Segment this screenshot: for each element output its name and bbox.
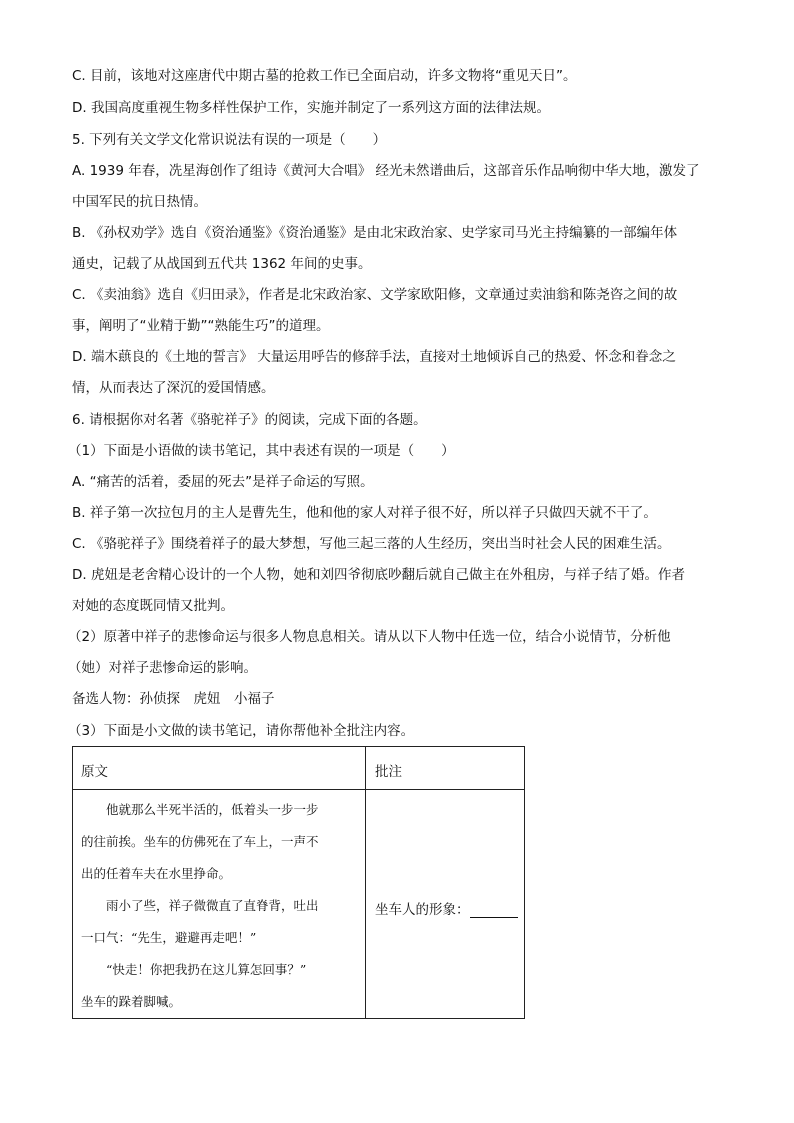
text-line: C. 《卖油翁》选自《归田录》，作者是北宋政治家、文学家欧阳修，文章通过卖油翁和陈尧咨之间的故 bbox=[72, 287, 678, 303]
header-annotation: 批注 bbox=[375, 764, 402, 780]
text-line: （她）对祥子悲惨命运的影响。 bbox=[68, 660, 257, 676]
text-line: D. 我国高度重视生物多样性保护工作，实施并制定了一系列这方面的法律法规。 bbox=[72, 100, 550, 116]
table-column-divider bbox=[365, 747, 366, 1018]
original-text-line: 出的任着车夫在水里挣命。 bbox=[81, 866, 232, 881]
original-text-line: 雨小了些，祥子微微直了直脊背，吐出 bbox=[81, 898, 319, 913]
text-line: A. 1939 年春，冼星海创作了组诗《黄河大合唱》 经光未然谱曲后，这部音乐作品响彻中华大地，激发了 bbox=[72, 163, 700, 179]
text-line: D. 虎妞是老舍精心设计的一个人物，她和刘四爷彻底吵翻后就自己做主在外租房，与祥子结了婚。作者 bbox=[72, 567, 685, 583]
sub-question-3: （3）下面是小文做的读书笔记，请你帮他补全批注内容。 bbox=[68, 723, 415, 739]
text-line: B. 祥子第一次拉包月的主人是曹先生，他和他的家人对祥子很不好，所以祥子只做四天就不干了。 bbox=[72, 505, 657, 521]
text-line: 中国军民的抗日热情。 bbox=[72, 194, 207, 210]
original-text-line: 一口气：“先生，避避再走吧！” bbox=[81, 930, 257, 945]
text-line: C. 《骆驼祥子》围绕着祥子的最大梦想，写他三起三落的人生经历，突出当时社会人民的困难生活。 bbox=[72, 536, 671, 552]
header-original-text: 原文 bbox=[81, 764, 108, 780]
text-line: D. 端木蕻良的《土地的誓言》 大量运用呼告的修辞手法，直接对土地倾诉自己的热爱、怀念和眷念之 bbox=[72, 349, 676, 365]
text-line: 对她的态度既同情又批判。 bbox=[72, 598, 234, 614]
original-text-line: 坐车的跺着脚喊。 bbox=[81, 994, 182, 1009]
sub-question-1: （1）下面是小语做的读书笔记，其中表述有误的一项是（ ） bbox=[68, 443, 455, 459]
original-text-line: 他就那么半死半活的，低着头一步一步 bbox=[81, 802, 319, 817]
question-5: 5. 下列有关文学文化常识说法有误的一项是（ ） bbox=[72, 132, 387, 148]
text-line: A. “痛苦的活着，委屈的死去”是祥子命运的写照。 bbox=[72, 474, 374, 490]
text-line: C. 目前，该地对这座唐代中期古墓的抢救工作已全面启动，许多文物将“重见天日”。 bbox=[72, 68, 577, 84]
annotation-label: 坐车人的形象： bbox=[375, 902, 470, 918]
text-line: 情，从而表达了深沉的爱国情感。 bbox=[72, 380, 275, 396]
table-header-row bbox=[73, 747, 524, 790]
reading-notes-table bbox=[72, 746, 525, 1019]
text-line: 事，阐明了“业精于勤”“熟能生巧”的道理。 bbox=[72, 318, 330, 334]
text-line: 通史，记载了从战国到五代共 1362 年间的史事。 bbox=[72, 256, 372, 272]
candidate-characters: 备选人物：孙侦探 虎妞 小福子 bbox=[72, 691, 275, 707]
sub-question-2: （2）原著中祥子的悲惨命运与很多人物息息相关。请从以下人物中任选一位，结合小说情节，分析他 bbox=[68, 629, 671, 645]
original-text-line: 的往前挨。坐车的仿佛死在了车上，一声不 bbox=[81, 834, 319, 849]
question-6: 6. 请根据你对名著《骆驼祥子》的阅读，完成下面的各题。 bbox=[72, 412, 427, 428]
annotation-cell bbox=[375, 898, 518, 918]
answer-blank[interactable] bbox=[470, 903, 518, 918]
text-line: B. 《孙权劝学》选自《资治通鉴》《资治通鉴》是由北宋政治家、史学家司马光主持编纂的一部编年体 bbox=[72, 225, 678, 241]
original-text-line: “快走！你把我扔在这儿算怎回事？” bbox=[81, 962, 307, 977]
